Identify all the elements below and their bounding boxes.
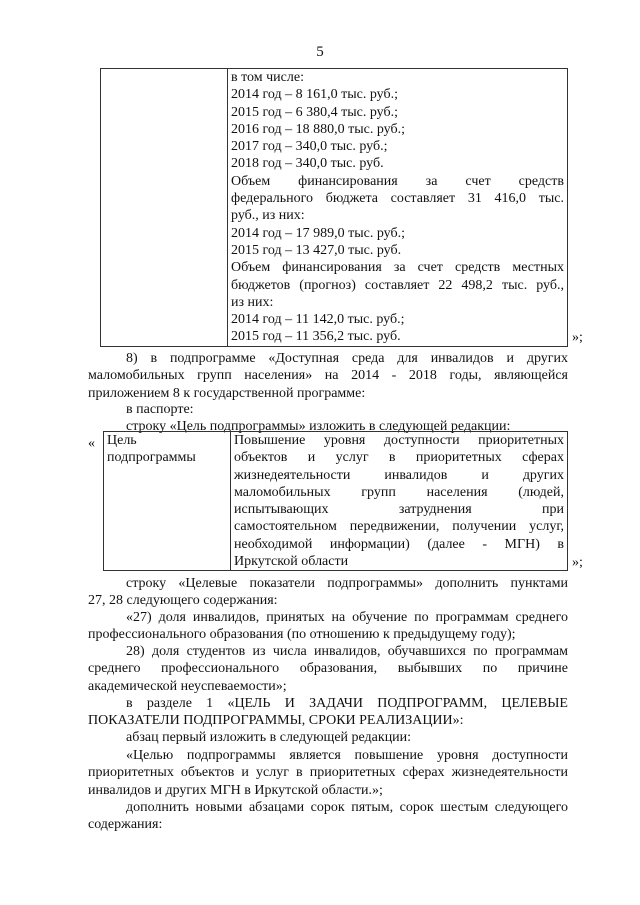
table-line: Цель <box>107 433 137 448</box>
table-line: 2016 год – 18 880,0 тыс. руб.; <box>231 121 405 137</box>
para-line: инвалидов и других МГН в Иркутской области.»; <box>88 782 383 798</box>
para-line: среднего профессионального образования, выбывших по причине <box>88 661 568 677</box>
financing-table-right-cell <box>228 69 568 347</box>
table-line: подпрограммы <box>107 450 196 466</box>
para-line: 8) в подпрограмме «Доступная среда для инвалидов и других <box>126 351 568 366</box>
goal-table-right-cell <box>231 432 568 571</box>
table-line: испытывающих затруднения при <box>234 502 564 518</box>
paragraph-section-1 <box>88 695 568 730</box>
table-line: Повышение уровня доступности приоритетных <box>234 433 564 448</box>
para-line: маломобильных групп населения» на 2014 - 2018 годы, являющейся <box>88 368 568 384</box>
para-line: строку «Целевые показатели подпрограммы» дополнить пунктами <box>126 576 568 591</box>
para-line: в паспорте: <box>126 402 194 417</box>
para-line: «27) доля инвалидов, принятых на обучение по программам среднего <box>126 610 568 625</box>
para-line: абзац первый изложить в следующей редакции: <box>126 730 412 745</box>
opening-quote-mark: « <box>88 436 95 451</box>
table-line: 2014 год – 8 161,0 тыс. руб.; <box>231 87 398 103</box>
paragraph-first-paragraph <box>88 729 568 746</box>
table-line: 2018 год – 340,0 тыс. руб. <box>231 156 384 172</box>
paragraph-goal-text <box>88 747 568 799</box>
table-line: 2017 год – 340,0 тыс. руб.; <box>231 139 388 155</box>
para-line: академической неуспеваемости»; <box>88 678 287 694</box>
para-line: ПОКАЗАТЕЛИ ПОДПРОГРАММЫ, СРОКИ РЕАЛИЗАЦИИ»: <box>88 713 464 729</box>
table-line: из них: <box>231 294 274 310</box>
table-line: Иркутской области <box>234 554 349 570</box>
table-line: бюджетов (прогноз) составляет 22 498,2 тыс. руб., <box>231 277 564 293</box>
para-line: строку «Цель подпрограммы» изложить в следующей редакции: <box>126 419 511 434</box>
table-line: 2015 год – 6 380,4 тыс. руб.; <box>231 104 398 120</box>
table-line: 2014 год – 17 989,0 тыс. руб.; <box>231 225 405 241</box>
table-line: федерального бюджета составляет 31 416,0 тыс. <box>231 191 564 207</box>
para-line: «Целью подпрограммы является повышение уровня доступности <box>126 748 568 763</box>
table-line: самостоятельном передвижении, получении услуг, <box>234 519 564 535</box>
paragraph-passport <box>88 401 568 418</box>
para-line: 27, 28 следующего содержания: <box>88 593 278 609</box>
table-line: в том числе: <box>231 70 304 85</box>
para-line: приоритетных объектов и услуг в приоритетных сферах жизнедеятельности <box>88 765 568 781</box>
table-line: необходимой информации) (далее - МГН) в <box>234 536 564 552</box>
table-line: 2015 год – 13 427,0 тыс. руб. <box>231 242 402 258</box>
table-line: 2015 год – 11 356,2 тыс. руб. <box>231 329 401 345</box>
table-line: руб., из них: <box>231 208 305 224</box>
table-line: маломобильных групп населения (людей, <box>234 484 564 500</box>
table-line: объектов и услуг в приоритетных сферах <box>234 450 564 466</box>
paragraph-item-28 <box>88 643 568 695</box>
closing-quote-mark: »; <box>572 555 583 570</box>
paragraph-add-new <box>88 799 568 834</box>
para-line: в разделе 1 «ЦЕЛЬ И ЗАДАЧИ ПОДПРОГРАММ, ЦЕЛЕВЫЕ <box>126 696 568 711</box>
table-line: 2014 год – 11 142,0 тыс. руб.; <box>231 312 405 328</box>
paragraph-subprogram-8 <box>88 350 568 402</box>
para-line: содержания: <box>88 817 163 833</box>
para-line: дополнить новыми абзацами сорок пятым, сорок шестым следующего <box>126 800 568 815</box>
para-line: приложением 8 к государственной программе: <box>88 385 366 401</box>
table-line: жизнедеятельности инвалидов и других <box>234 467 564 483</box>
table-line: Объем финансирования за счет средств <box>231 173 564 189</box>
para-line: 28) доля студентов из числа инвалидов, обучавшихся по программам <box>126 644 568 659</box>
page-number: 5 <box>316 44 324 60</box>
goal-table <box>103 431 568 571</box>
closing-quote-mark: »; <box>572 330 583 345</box>
table-line: Объем финансирования за счет средств местных <box>231 260 564 276</box>
goal-table-left-cell <box>104 432 231 571</box>
financing-table <box>100 68 568 347</box>
paragraph-item-27 <box>88 609 568 644</box>
financing-table-left-cell <box>101 69 228 347</box>
para-line: профессионального образования (по отношению к предыдущему году); <box>88 627 516 643</box>
paragraph-target-indicators <box>88 575 568 610</box>
